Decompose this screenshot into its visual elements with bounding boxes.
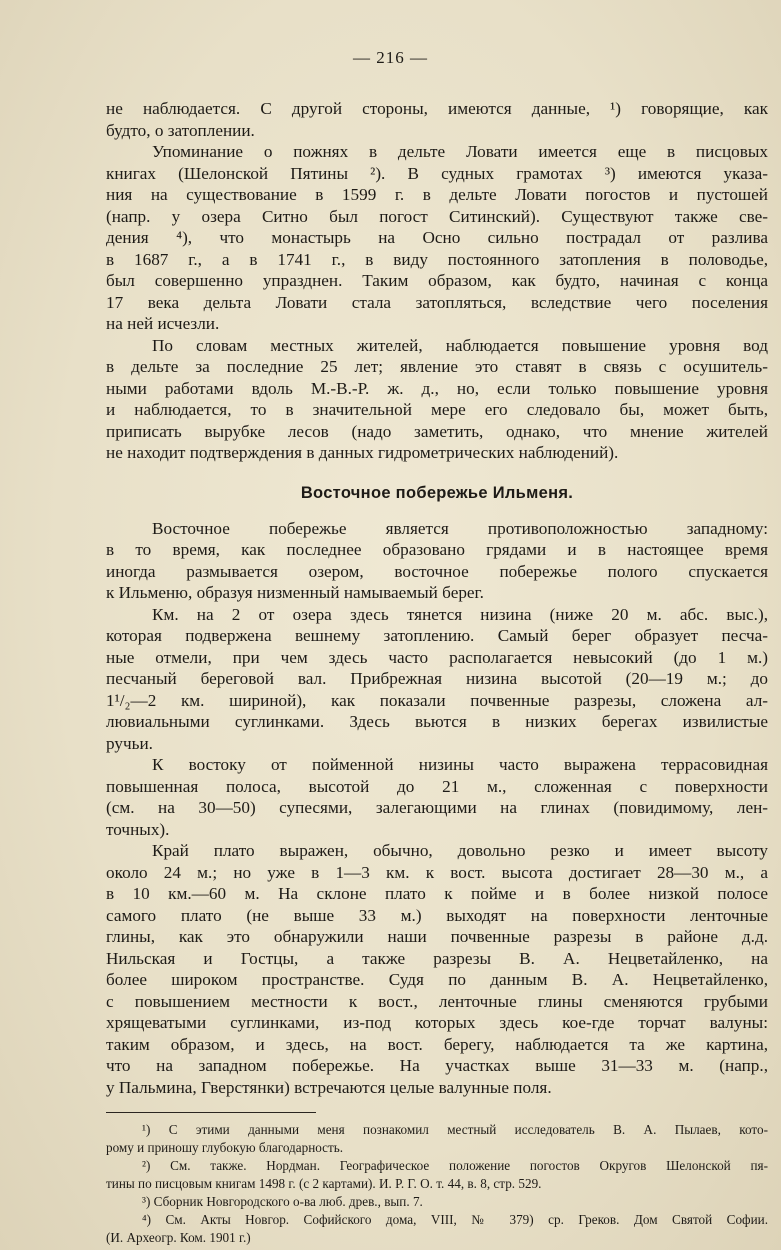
text-line: Нильская и Гостцы, а также разрезы В. А. Нецветайленко, на bbox=[106, 948, 768, 968]
text-line: иногда размывается озером, восточное побережье полого спускается bbox=[106, 561, 768, 581]
text-line: не наблюдается. С другой стороны, имеются данные, ¹) говорящие, как bbox=[106, 99, 768, 118]
text-line: Восточное побережье является противоположностью западному: bbox=[152, 518, 768, 538]
text-line: и наблюдается, то в значительной мере его следовало бы, может быть, bbox=[106, 400, 768, 419]
section-heading: Восточное побережье Ильменя. bbox=[300, 483, 574, 502]
text-line: Край плато выражен, обычно, довольно резко и имеет высоту bbox=[152, 841, 768, 860]
text-line: дения ⁴), что монастырь на Осно сильно пострадал от разлива bbox=[106, 228, 768, 247]
text-line: книгах (Шелонской Пятины ²). В судных грамотах ³) имеются указа- bbox=[106, 163, 768, 183]
text-line: лювиальными суглинками. Здесь вьются в низких берегах извилистые bbox=[106, 712, 768, 731]
text-line: ручьи. bbox=[106, 733, 153, 753]
footnote-line: ²) См. также. Нордман. Географическое положение погостов Округов Шелонской пя- bbox=[142, 1158, 768, 1173]
text-line: в то время, как последнее образовано грядами и в настоящее время bbox=[106, 540, 768, 559]
text-line: ния на существование в 1599 г. в дельте Ловати погостов и пустошей bbox=[106, 185, 768, 204]
text-line: песчаный береговой вал. Прибрежная низина высотой (20—19 м.; до bbox=[106, 669, 768, 688]
footnote-line: (И. Археогр. Ком. 1901 г.) bbox=[106, 1230, 251, 1245]
text-line: был совершенно упразднен. Таким образом, как будто, начиная с конца bbox=[106, 271, 768, 290]
text-line: с повышением местности к вост., ленточные глины сменяются грубыми bbox=[106, 991, 768, 1011]
text-line: к Ильменю, образуя низменный намываемый берег. bbox=[106, 583, 484, 602]
text-line: таким образом, и здесь, на вост. берегу, наблюдается та же картина, bbox=[106, 1034, 768, 1054]
text-line: Упоминание о пожнях в дельте Ловати имеется еще в писцовых bbox=[152, 142, 768, 161]
text-line: 17 века дельта Ловати стала затопляться, вследствие чего поселения bbox=[106, 292, 768, 312]
text-line: не находит подтверждения в данных гидрометрических наблюдений). bbox=[106, 443, 619, 462]
footnote-line: тины по писцовым книгам 1498 г. (с 2 картами). И. Р. Г. О. т. 44, в. 8, стр. 529. bbox=[106, 1176, 542, 1191]
text-line: Км. на 2 от озера здесь тянется низина (ниже 20 м. абс. выс.), bbox=[152, 604, 768, 624]
text-line: ные отмели, при чем здесь часто располагается невысокий (до 1 м.) bbox=[106, 647, 768, 667]
text-line: (см. на 30—50) супесями, залегающими на глинах (повидимому, лен- bbox=[106, 798, 768, 817]
text-line: около 24 м.; но уже в 1—3 км. к вост. высота достигает 28—30 м., а bbox=[106, 862, 768, 882]
text-line: более широком пространстве. Судя по данным В. А. Нецветайленко, bbox=[106, 970, 768, 989]
text-line: у Пальмина, Гверстянки) встречаются целые валунные поля. bbox=[106, 1077, 552, 1097]
text-line: точных). bbox=[106, 819, 170, 839]
page-number: — 216 — bbox=[353, 48, 428, 67]
text-line: приписать вырубке лесов (надо заметить, однако, что мнение жителей bbox=[106, 421, 768, 441]
text-line: будто, о затоплении. bbox=[106, 120, 255, 140]
footnote-divider bbox=[106, 1112, 316, 1113]
text-line: в дельте за последние 25 лет; явление это ставят в связь с осушитель- bbox=[106, 357, 768, 376]
text-line: ными работами вдоль М.-В.-Р. ж. д., но, если только повышение уровня bbox=[106, 378, 768, 398]
text-line: 1¹/₂—2 км. шириной), как показали почвенные разрезы, сложена ал- bbox=[106, 690, 768, 710]
text-line: которая подвержена вешнему затоплению. Самый берег образует песча- bbox=[106, 626, 768, 645]
text-line: глины, как это обнаружили наши почвенные разрезы в районе д.д. bbox=[106, 927, 768, 946]
footnote-line: ⁴) См. Акты Новгор. Софийского дома, VIII, № 379) ср. Греков. Дом Святой Софии. bbox=[142, 1212, 768, 1227]
text-line: на ней исчезли. bbox=[106, 314, 220, 333]
text-line: хрящеватыми суглинками, из-под которых здесь кое-где торчат валуны: bbox=[106, 1013, 768, 1032]
footnote-line: ³) Сборник Новгородского о-ва люб. древ., вып. 7. bbox=[142, 1194, 423, 1209]
text-line: в 10 км.—60 м. На склоне плато к пойме и в более низкой полосе bbox=[106, 884, 768, 903]
text-line: что на западном побережье. На участках выше 31—33 м. (напр., bbox=[106, 1056, 768, 1075]
text-line: (напр. у озера Ситно был погост Ситинский). Существуют также све- bbox=[106, 206, 768, 226]
text-line: в 1687 г., а в 1741 г., в виду постоянного затопления в половодье, bbox=[106, 249, 768, 269]
text-line: По словам местных жителей, наблюдается повышение уровня вод bbox=[152, 335, 768, 355]
text-line: К востоку от пойменной низины часто выражена террасовидная bbox=[152, 755, 768, 774]
text-line: повышенная полоса, высотой до 21 м., сложенная с поверхности bbox=[106, 776, 768, 796]
footnote-line: рому и приношу глубокую благодарность. bbox=[106, 1140, 344, 1155]
main-text bbox=[106, 98, 768, 1247]
footnote-line: ¹) С этими данными меня познакомил местный исследователь В. А. Пылаев, кото- bbox=[142, 1122, 768, 1137]
text-line: самого плато (не выше 33 м.) выходят на поверхности ленточные bbox=[106, 905, 768, 925]
